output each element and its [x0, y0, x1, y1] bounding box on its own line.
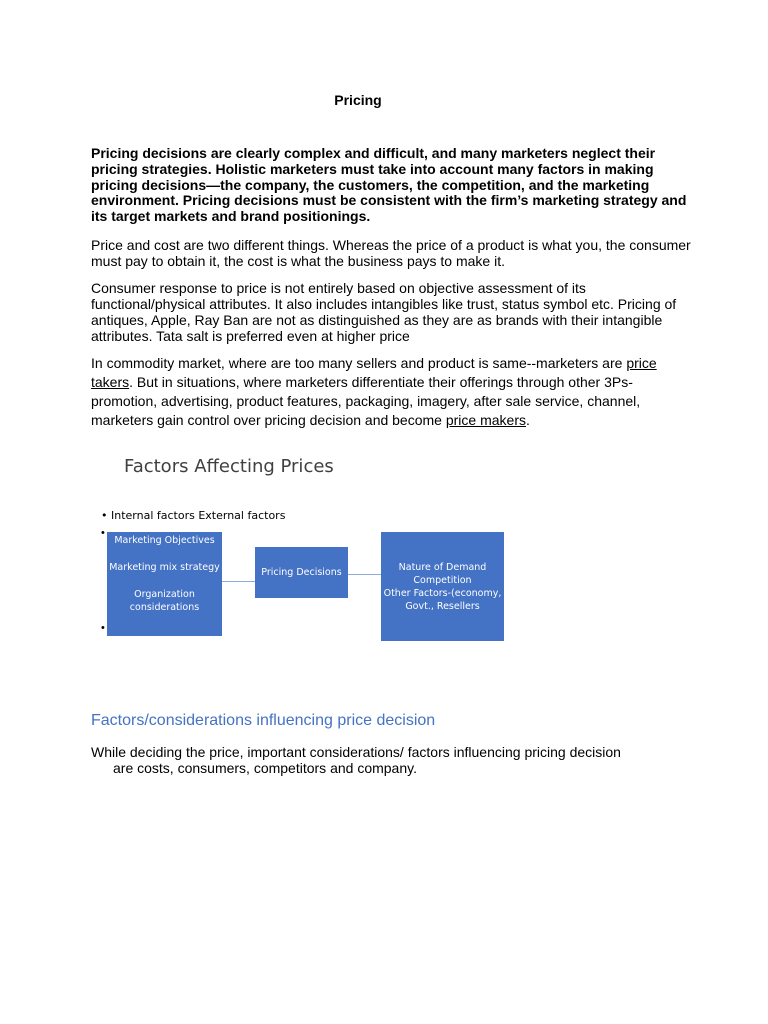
internal-factor-item: considerations — [129, 602, 200, 613]
page-title: Pricing — [334, 92, 382, 108]
external-factor-item: Competition — [413, 574, 472, 586]
considerations-paragraph — [91, 744, 691, 776]
price-makers-term: price makers — [445, 412, 526, 428]
internal-factors-box — [107, 532, 222, 636]
price-takers-term: price takers — [91, 355, 657, 390]
consumer-response-paragraph: Consumer response to price is not entirely based on objective assessment of its functional/physical attributes. It also includes intangibles like trust, status symbol etc. Pricing of antiques, Apple, Ray Ban are not as distinguished as they are as brands with their intangible attributes. Tata salt is preferred even at higher price — [91, 280, 677, 344]
commodity-market-paragraph — [91, 354, 691, 430]
external-factor-item: Other Factors-(economy, — [383, 587, 502, 599]
internal-factor-item: Marketing mix strategy — [109, 562, 220, 573]
intro-paragraph: Pricing decisions are clearly complex and difficult, and many marketers neglect their pricing strategies. Holistic marketers must take into account many factors in making pricing decisions—the company, the customers, the competition, and the marketing environment. Pricing decisions must be consistent with the firm’s marketing strategy and its target markets and brand positionings. — [91, 145, 687, 225]
external-factors-box — [381, 532, 504, 641]
bullet-dot: • — [101, 622, 105, 634]
pricing-decisions-label: Pricing Decisions — [261, 567, 342, 578]
considerations-line-2: are costs, consumers, competitors and company. — [113, 760, 417, 776]
considerations-line-1: While deciding the price, important considerations/ factors influencing pricing decision — [91, 744, 621, 760]
bullet-dot: • — [101, 527, 105, 539]
external-factor-item: Nature of Demand — [398, 561, 487, 573]
internal-factor-item: Organization — [134, 589, 195, 600]
connector-line — [222, 581, 255, 582]
external-factor-item: Govt., Resellers — [405, 600, 480, 612]
slide-bullet-text: Internal factors External factors — [111, 509, 286, 522]
connector-line — [348, 574, 381, 575]
commodity-text-1: In commodity market, where are too many sellers and product is same--marketers are — [91, 355, 627, 371]
section-heading: Factors/considerations influencing price decision — [91, 712, 436, 729]
internal-factor-item: Marketing Objectives — [114, 535, 215, 546]
price-cost-paragraph: Price and cost are two different things. Whereas the price of a product is what you, the consumer must pay to obtain it, the cost is what the business pays to make it. — [91, 237, 691, 269]
commodity-text-3: . — [526, 412, 530, 428]
pricing-decisions-box — [255, 547, 348, 598]
slide-bullet-line: • Internal factors External factors — [101, 509, 286, 522]
commodity-text-2: . But in situations, where marketers differentiate their offerings through other 3Ps-promotion, advertising, product features, packaging, imagery, after sale service, channel, marketers gain control over pricing decision and become — [91, 374, 641, 428]
slide-title: Factors Affecting Prices — [124, 456, 334, 477]
